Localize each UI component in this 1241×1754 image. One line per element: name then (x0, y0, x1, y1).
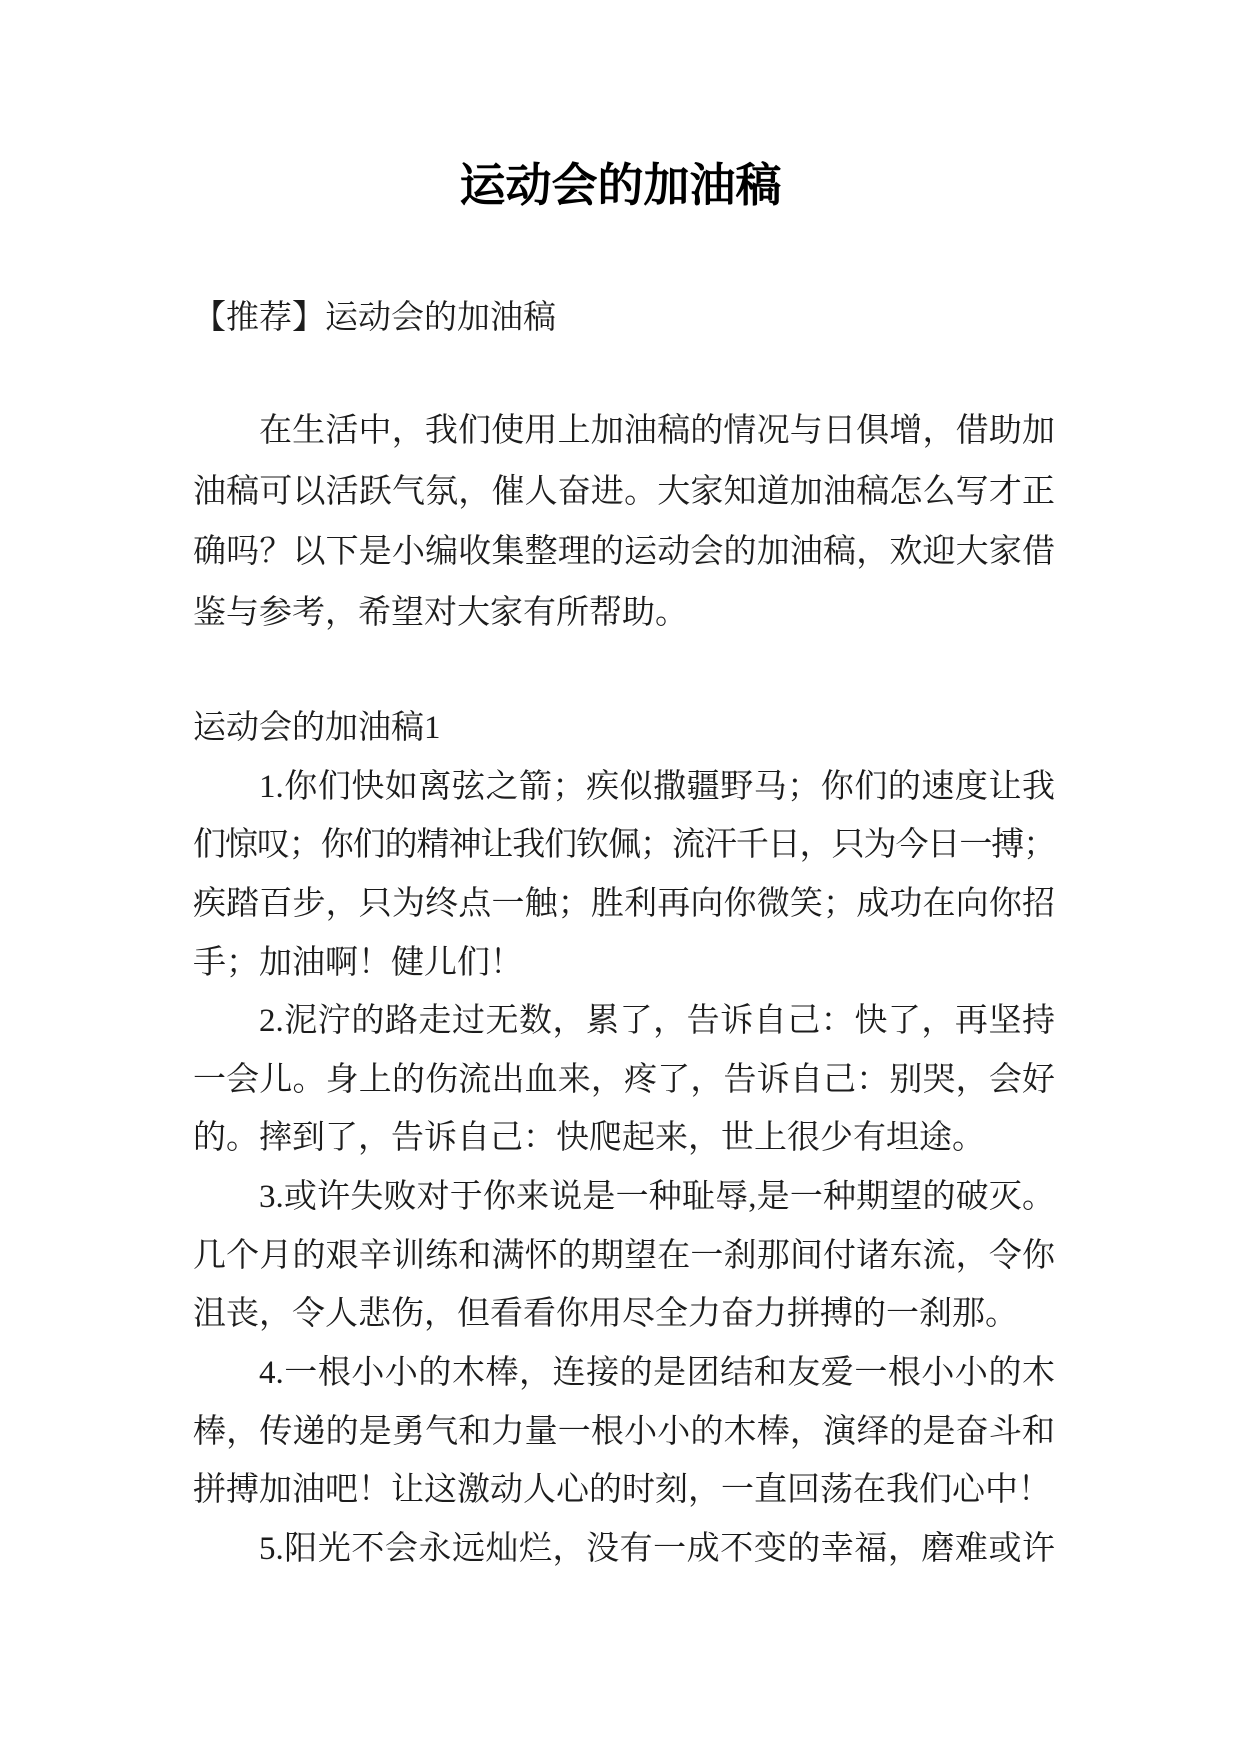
cheer-item (193, 758, 1055, 993)
paragraph-line: 手；加油啊！健儿们！ (193, 944, 523, 981)
recommend-heading: 【推荐】运动会的加油稿 (193, 300, 556, 336)
paragraph-line: 几个月的艰辛训练和满怀的期望在一刹那间付诸东流，令你 (193, 1237, 1055, 1274)
paragraph-line: 4.一根小小的木棒，连接的是团结和友爱一根小小的木 (259, 1355, 1055, 1392)
paragraph-line: 油稿可以活跃气氛，催人奋进。大家知道加油稿怎么写才正 (193, 473, 1055, 510)
paragraph-line: 鉴与参考，希望对大家有所帮助。 (193, 594, 688, 631)
cheer-item (193, 1168, 1055, 1344)
paragraph-line: 2.泥泞的路走过无数，累了，告诉自己：快了，再坚持 (259, 1003, 1055, 1040)
cheer-item (193, 1344, 1055, 1520)
paragraph-line: 的。摔到了，告诉自己：快爬起来，世上很少有坦途。 (193, 1120, 985, 1157)
paragraph-line: 确吗？以下是小编收集整理的运动会的加油稿，欢迎大家借 (193, 534, 1055, 570)
cheer-item (193, 1520, 1055, 1579)
paragraph-line: 棒，传递的是勇气和力量一根小小的木棒，演绎的是奋斗和 (193, 1413, 1055, 1450)
cheer-item (193, 992, 1055, 1168)
intro-paragraph (193, 401, 1055, 643)
paragraph-line: 在生活中，我们使用上加油稿的情况与日俱增，借助加 (259, 413, 1055, 449)
paragraph-line: 5.阳光不会永远灿烂，没有一成不变的幸福，磨难或许 (259, 1530, 1055, 1567)
cheer-section (193, 699, 1055, 1579)
document-title: 运动会的加油稿 (459, 160, 782, 211)
paragraph-line: 疾踏百步，只为终点一触；胜利再向你微笑；成功在向你招 (193, 885, 1055, 922)
paragraph-line: 一会儿。身上的伤流出血来，疼了，告诉自己：别哭，会好 (193, 1061, 1055, 1098)
paragraph-line: 们惊叹；你们的精神让我们钦佩；流汗千日，只为今日一搏； (193, 827, 1055, 864)
section-heading: 运动会的加油稿1 (193, 710, 441, 746)
paragraph-line: 沮丧，令人悲伤，但看看你用尽全力奋力拼搏的一刹那。 (193, 1296, 1018, 1333)
paragraph-line: 3.或许失败对于你来说是一种耻辱,是一种期望的破灭。 (259, 1179, 1055, 1216)
paragraph-line: 拼搏加油吧！让这激动人心的时刻，一直回荡在我们心中！ (193, 1472, 1051, 1509)
paragraph-line: 1.你们快如离弦之箭；疾似撒疆野马；你们的速度让我 (259, 768, 1055, 805)
